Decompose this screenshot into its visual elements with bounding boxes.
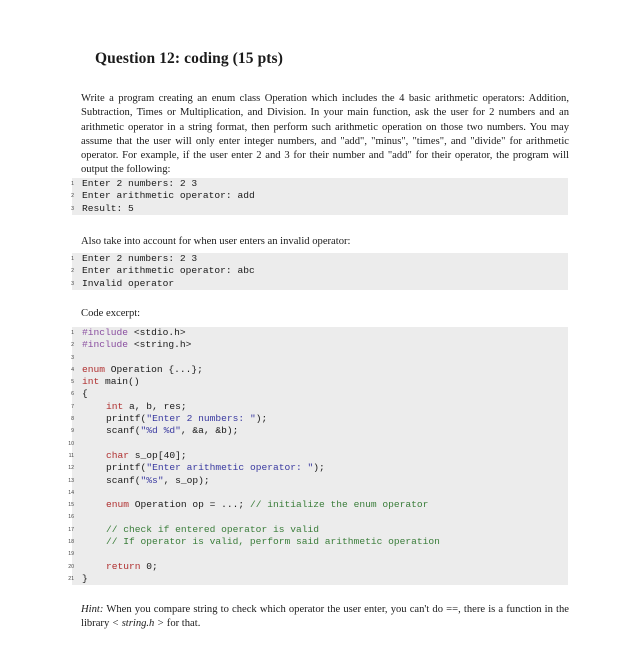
code-line (68, 449, 568, 462)
line-number: 13 (68, 477, 74, 484)
hint-paragraph (81, 603, 569, 632)
keyword: return (106, 560, 141, 572)
question-title: Question 12: coding (15 pts) (95, 50, 283, 67)
code-line (68, 572, 568, 585)
code-line (68, 474, 568, 487)
line-number: 5 (71, 379, 74, 386)
line-number: 4 (71, 366, 74, 373)
code-line (68, 499, 568, 511)
keyword: char (106, 449, 130, 461)
string-literal: "%d %d" (140, 425, 181, 437)
line-number: 19 (68, 551, 74, 558)
code-text: <string.h> (128, 339, 192, 351)
keyword: int (82, 376, 100, 388)
preprocessor-directive: #include (82, 327, 129, 338)
line-number: 18 (68, 539, 74, 546)
code-text: printf( (106, 462, 147, 474)
code-text: ); (313, 462, 325, 474)
code-line (72, 413, 568, 425)
code-line (72, 352, 568, 364)
hint-text: When you compare string to check which operator the user enter, you can't do (103, 604, 447, 615)
code-text: , s_op); (163, 474, 210, 486)
hint-text: , there is a function in the library (81, 604, 569, 630)
line-number: 6 (71, 391, 74, 398)
line-number: 8 (71, 416, 74, 423)
keyword: enum (82, 363, 106, 375)
code-text: 0; (140, 560, 158, 572)
line-number: 3 (71, 205, 74, 212)
code-text: , &a, &b); (180, 425, 239, 437)
example-output-invalid (72, 253, 568, 290)
line-number: 7 (71, 403, 74, 410)
code-text: printf( (106, 413, 147, 425)
invalid-operator-note: Also take into account for when user enters an invalid operator: (81, 236, 351, 247)
code-line (72, 327, 568, 339)
code-line (72, 425, 568, 437)
preprocessor-directive: #include (82, 339, 129, 351)
code-text: } (82, 572, 88, 584)
code-text: ); (255, 413, 268, 425)
code-line (68, 536, 568, 548)
hint-library: < string.h > (111, 618, 165, 630)
code-line (72, 364, 568, 376)
line-number: 17 (68, 526, 74, 533)
code-excerpt-label: Code excerpt: (81, 308, 141, 319)
code-line (72, 339, 568, 351)
code-line (72, 401, 568, 413)
output-text: Invalid operator (82, 277, 175, 289)
string-literal: "Enter arithmetic operator: " (146, 462, 314, 474)
line-number: 15 (68, 502, 74, 509)
example-output-valid (72, 178, 568, 215)
code-text: Operation op = ...; (129, 499, 250, 511)
code-text: <stdio.h> (128, 327, 186, 338)
line-number: 14 (68, 489, 74, 496)
code-line (68, 438, 568, 450)
question-description: Write a program creating an enum class Operation which includes the 4 basic arithmetic operators: Addition, Subtraction, Times or Multiplication, and Division. In your main function, ask the user for 2 numbers and an arithmetic operator in a string format, then perform such arithmetic operation on those two numbers. You may assume that the user will only enter integer numbers, and "add", "minus", "times", and "divide" for arithmetic operator. For example, if the user enter 2 and 3 for their number and "add" for their operator, the program will output the following: (81, 93, 569, 176)
line-number: 10 (68, 440, 74, 447)
line-number: 21 (68, 575, 74, 582)
code-text: scanf( (106, 425, 141, 437)
code-text: main() (99, 376, 140, 388)
code-text: { (82, 388, 88, 400)
line-number: 1 (71, 256, 74, 262)
code-line (68, 523, 568, 536)
code-line (72, 253, 568, 265)
line-number: 11 (68, 452, 74, 459)
hint-text: for that. (164, 618, 201, 630)
code-text: s_op[40]; (129, 449, 187, 461)
code-line (68, 487, 568, 499)
line-number: 12 (68, 465, 74, 472)
keyword: int (106, 400, 124, 412)
code-text: scanf( (106, 474, 141, 486)
line-number: 2 (71, 268, 74, 275)
code-line (72, 376, 568, 388)
line-number: 3 (71, 280, 74, 287)
hint-operator: == (446, 604, 459, 615)
hint-label: Hint: (81, 604, 104, 615)
code-comment: // check if entered operator is valid (106, 523, 320, 535)
line-number: 1 (71, 181, 74, 187)
code-text: Operation {...}; (105, 363, 203, 375)
code-line (72, 388, 568, 400)
code-comment: // If operator is valid, perform said arithmetic operation (106, 536, 440, 548)
line-number: 2 (71, 193, 74, 200)
code-line (68, 548, 568, 560)
line-number: 2 (71, 342, 74, 349)
line-number: 3 (71, 354, 74, 361)
code-text: a, b, res; (123, 400, 187, 412)
code-line (68, 462, 568, 474)
code-line (72, 203, 568, 215)
output-text: Enter arithmetic operator: add (82, 190, 255, 202)
keyword: enum (106, 499, 130, 511)
code-line (72, 265, 568, 277)
code-line (72, 190, 568, 202)
code-line (72, 178, 568, 190)
line-number: 9 (71, 428, 74, 435)
code-line (72, 278, 568, 290)
line-number: 1 (71, 330, 74, 336)
string-literal: "%s" (140, 474, 164, 486)
output-text: Result: 5 (82, 202, 134, 214)
code-line (68, 560, 568, 573)
output-text: Enter 2 numbers: 2 3 (82, 253, 198, 264)
line-number: 16 (68, 514, 74, 521)
code-excerpt (68, 327, 568, 585)
code-comment: // initialize the enum operator (249, 499, 429, 511)
output-text: Enter arithmetic operator: abc (82, 265, 255, 277)
code-line (68, 511, 568, 523)
string-literal: "Enter 2 numbers: " (146, 413, 256, 425)
output-text: Enter 2 numbers: 2 3 (82, 178, 198, 189)
line-number: 20 (68, 563, 74, 570)
